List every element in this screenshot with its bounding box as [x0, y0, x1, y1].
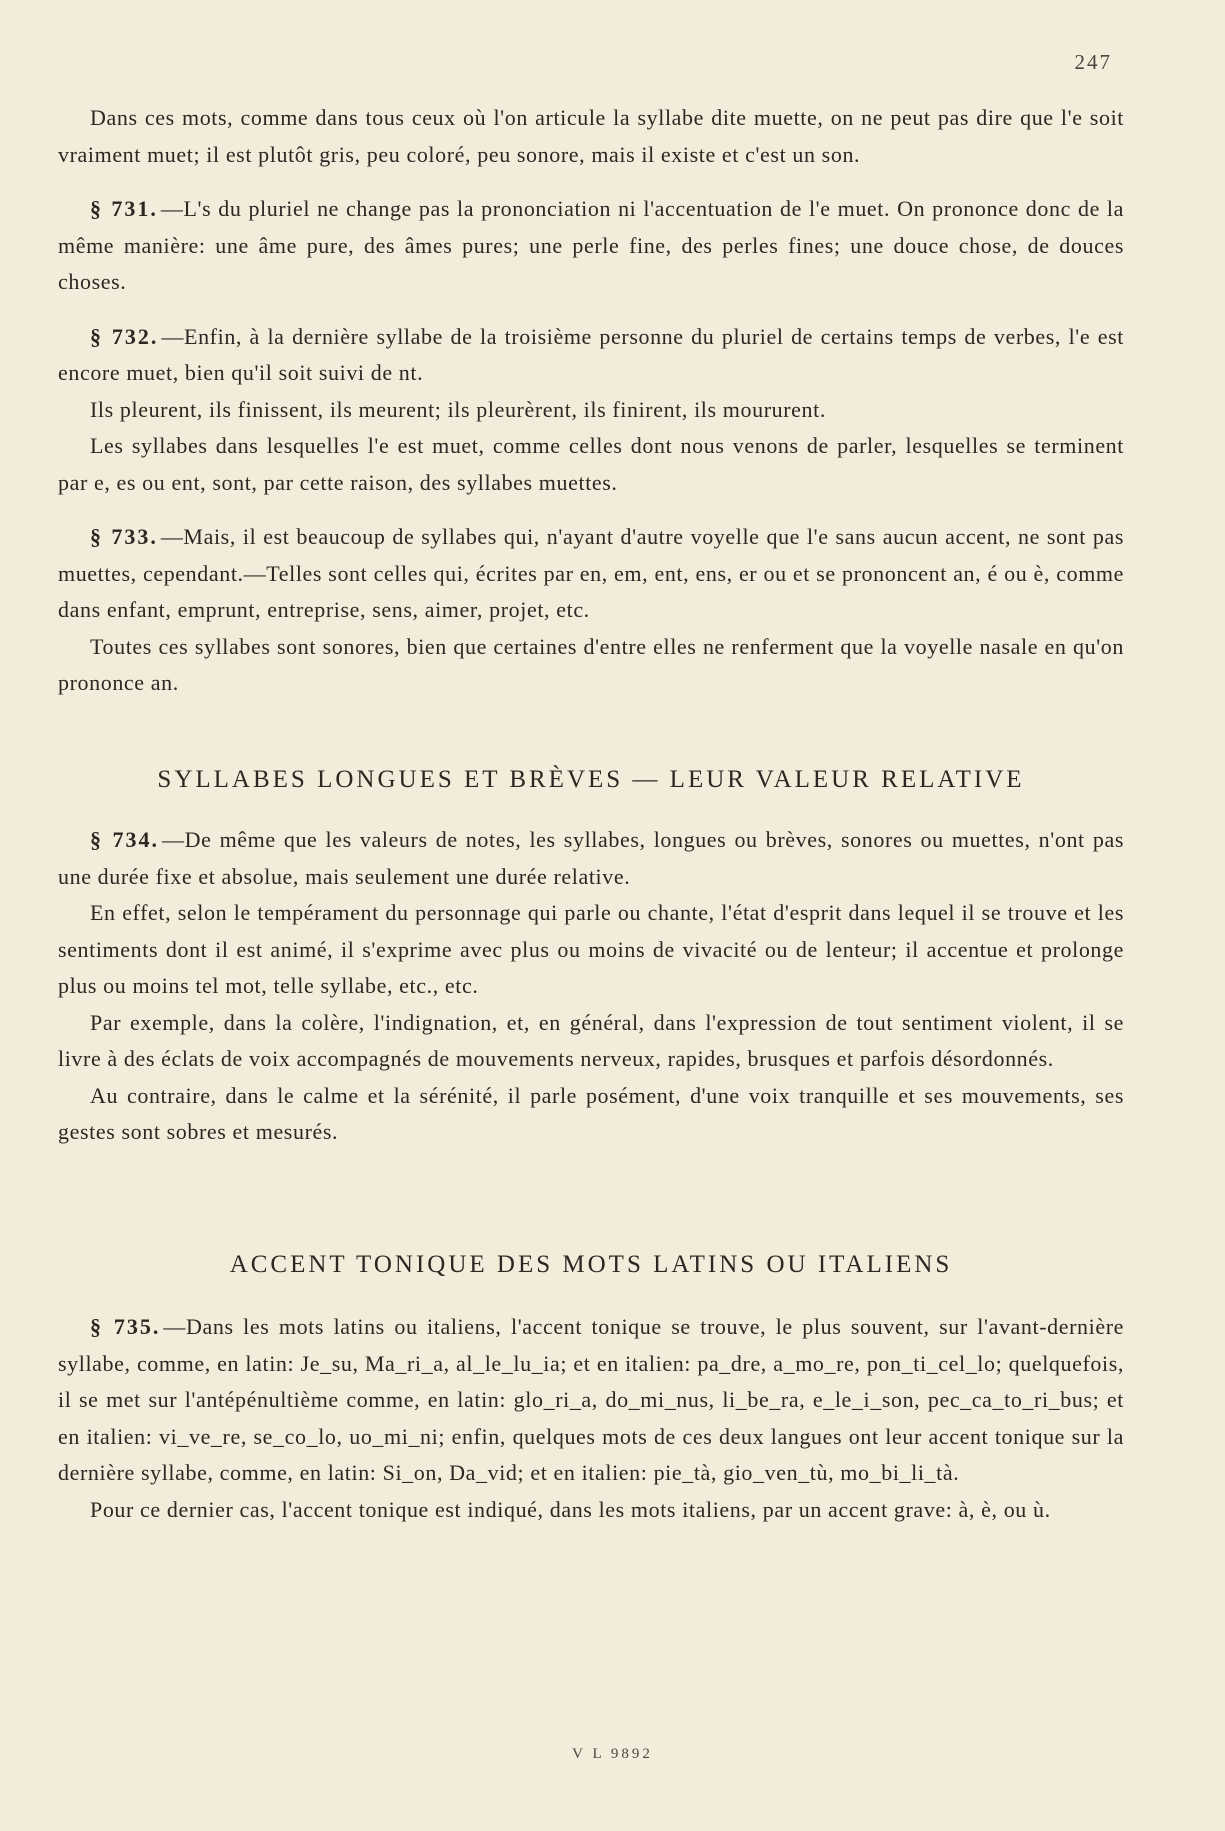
section-heading: SYLLABES LONGUES ET BRÈVES — LEUR VALEUR RELATIVE [157, 765, 1025, 793]
paragraph: Dans ces mots, comme dans tous ceux où l'on articule la syllabe dite muette, on ne peut pas dire que l'e soit vraiment muet; il est plutôt gris, peu coloré, peu sonore, mais il existe et c'est un son. [58, 105, 1124, 167]
paragraph: Les syllabes dans lesquelles l'e est muet, comme celles dont nous venons de parler, lesquelles se terminent par e, es ou ent, sont, par cette raison, des syllabes muettes. [58, 433, 1124, 495]
section-heading: ACCENT TONIQUE DES MOTS LATINS OU ITALIENS [229, 1250, 953, 1278]
page-number: 247 [1074, 50, 1112, 74]
paragraph: Ils pleurent, ils finissent, ils meurent; ils pleurèrent, ils finirent, ils moururent. [90, 396, 826, 422]
footer-mark: V L 9892 [572, 1746, 653, 1762]
section-731: § 731. —L's du pluriel ne change pas la prononciation ni l'accentuation de l'e muet. On prononce donc de la même manière: une âme pure, des âmes pures; une perle fine, des perles fines; une douce chose, de douces choses. [58, 196, 1124, 294]
section-number: § 734. [90, 827, 160, 852]
paragraph: Par exemple, dans la colère, l'indignation, et, en général, dans l'expression de tout sentiment violent, il se livre à des éclats de voix accompagnés de mouvements nerveux, rapides, brusques et parfois désordonnés. [58, 1009, 1124, 1071]
section-number: § 735. [90, 1314, 161, 1339]
body-text [58, 100, 1124, 1528]
section-735: § 735. —Dans les mots latins ou italiens, l'accent tonique se trouve, le plus souvent, sur l'avant-dernière syllabe, comme, en latin: Je_su, Ma_ri_a, al_le_lu_ia; et en italien: pa_dre, a_mo_re, pon_ti_cel_lo; quelquefois, il se met sur l'antépénultième comme, en latin: glo_ri_a, do_mi_nus, li_be_ra, e_le_i_son, pec_ca_to_ri_bus; et en italien: vi_ve_re, se_co_lo, uo_mi_ni; enfin, quelques mots de ces deux langues ont leur accent tonique sur la dernière syllabe, comme, en latin: Si_on, Da_vid; et en italien: pie_tà, gio_ven_tù, mo_bi_li_tà. [58, 1314, 1125, 1485]
section-number: § 733. [90, 524, 158, 549]
section-number: § 732. [90, 323, 159, 349]
paragraph: Toutes ces syllabes sont sonores, bien que certaines d'entre elles ne renferment que la voyelle nasale en qu'on prononce an. [58, 633, 1124, 695]
paragraph: Au contraire, dans le calme et la sérénité, il parle posément, d'une voix tranquille et ses mouvements, ses gestes sont sobres et mesurés. [58, 1082, 1124, 1144]
paragraph: En effet, selon le tempérament du personnage qui parle ou chante, l'état d'esprit dans lequel il se trouve et les sentiments dont il est animé, il s'exprime avec plus ou moins de vivacité ou de lenteur; il accentue et prolonge plus ou moins tel mot, telle syllabe, etc., etc. [58, 900, 1124, 998]
section-733: § 733. —Mais, il est beaucoup de syllabes qui, n'ayant d'autre voyelle que l'e sans aucun accent, ne sont pas muettes, cependant.—Telles sont celles qui, écrites par en, em, ent, ens, er ou et se prononcent an, é ou è, comme dans enfant, emprunt, entreprise, sens, aimer, projet, etc. [58, 524, 1124, 622]
paragraph: Pour ce dernier cas, l'accent tonique est indiqué, dans les mots italiens, par un accent grave: à, è, ou ù. [90, 1496, 1051, 1522]
section-734: § 734. —De même que les valeurs de notes, les syllabes, longues ou brèves, sonores ou muettes, n'ont pas une durée fixe et absolue, mais seulement une durée relative. [58, 827, 1124, 889]
section-number: § 731. [90, 196, 158, 221]
section-732: § 732. —Enfin, à la dernière syllabe de la troisième personne du pluriel de certains temps de verbes, l'e est encore muet, bien qu'il soit suivi de nt. [58, 323, 1124, 385]
